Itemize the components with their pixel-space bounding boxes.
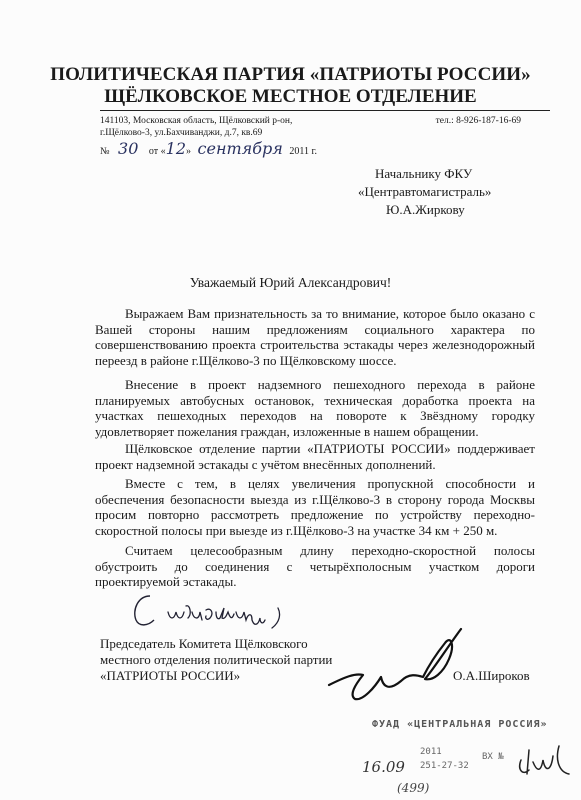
reference-line [100, 139, 317, 159]
paragraph-5-text: Считаем целесообразным длину переходно-скоростной полосы обустроить до соединения с четырёхполосным участком дороги проектируемой эстакады. [95, 543, 535, 589]
ref-month: сентября [197, 139, 283, 158]
signer-name: О.А.Широков [453, 668, 530, 683]
stamp-initials-scribble [515, 740, 575, 780]
paragraph-2 [95, 377, 535, 439]
signature-title [100, 636, 332, 684]
signature-title-line-3: «ПАТРИОТЫ РОССИИ» [100, 668, 241, 683]
ref-day: 12 [165, 139, 187, 158]
incoming-stamp-in-label: ВХ № [482, 752, 504, 762]
paragraph-4-text: Вместе с тем, в целях увеличения пропускной способности и обеспечения безопасности выезда из г.Щёлково-3 в сторону города Москвы просим повторно рассмотреть предложение по устройству переходно-скоростной полосы при выезде из г.Щёлково-3 на участке 34 км + 250 м. [95, 476, 535, 538]
signature-title-line-1: Председатель Комитета Щёлковского [100, 636, 308, 651]
paragraph-4 [95, 476, 535, 538]
salutation: Уважаемый Юрий Александрович! [189, 275, 392, 290]
incoming-stamp-org: ФУАД «ЦЕНТРАЛЬНАЯ РОССИЯ» [372, 719, 548, 730]
addressee-line-1: Начальнику ФКУ [375, 166, 473, 181]
address-line-2: г.Щёлково-3, ул.Бахчиванджи, д.7, кв.69 [100, 128, 263, 138]
incoming-stamp-date: 16.09 [362, 758, 405, 776]
header-rule [100, 110, 550, 111]
ref-no-label: № [100, 146, 110, 157]
paragraph-5 [95, 543, 535, 590]
paragraph-1 [95, 306, 535, 368]
incoming-stamp-year: 2011 [420, 747, 442, 757]
signature-title-line-2: местного отделения политической партии [100, 652, 333, 667]
address-line-1: 141103, Московская область, Щёлковский р-он, [100, 116, 293, 126]
incoming-stamp-number: (499) [397, 781, 430, 795]
org-subtitle: ЩЁЛКОВСКОЕ МЕСТНОЕ ОТДЕЛЕНИЕ [104, 86, 477, 107]
paragraph-3-text: Щёлковское отделение партии «ПАТРИОТЫ РОССИИ» поддерживает проект надземной эстакады с учётом внесённых дополнений. [95, 441, 535, 472]
signature-scribble [325, 615, 465, 710]
paragraph-2-text: Внесение в проект надземного пешеходного перехода в районе планируемых автобусных остановок, техническая доработка проекта на участках пешеходных переходов на повороте к Звёздному городку удовлетворяет пожелания граждан, изложенные в нашем обращении. [95, 377, 535, 439]
paragraph-1-text: Выражаем Вам признательность за то внимание, которое было оказано с Вашей стороны нашим предложениям социального характера по совершенствованию проекта строительства эстакады через железнодорожный переезд в районе г.Щёлково-3 по Щёлковскому шоссе. [95, 306, 535, 368]
ref-number: 30 [118, 139, 139, 158]
ref-quote-close: » [186, 146, 192, 157]
paragraph-3 [95, 441, 535, 472]
incoming-stamp-reg-number: 251-27-32 [420, 761, 469, 771]
phone-number: тел.: 8-926-187-16-69 [435, 116, 521, 126]
addressee-line-2: «Центравтомагистраль» [358, 184, 492, 199]
ref-from-label: от « [148, 146, 166, 157]
org-title: ПОЛИТИЧЕСКАЯ ПАРТИЯ «ПАТРИОТЫ РОССИИ» [50, 64, 531, 85]
addressee-line-3: Ю.А.Жиркову [386, 202, 465, 217]
ref-year: 2011 г. [289, 146, 317, 157]
handwritten-closing [128, 590, 308, 632]
